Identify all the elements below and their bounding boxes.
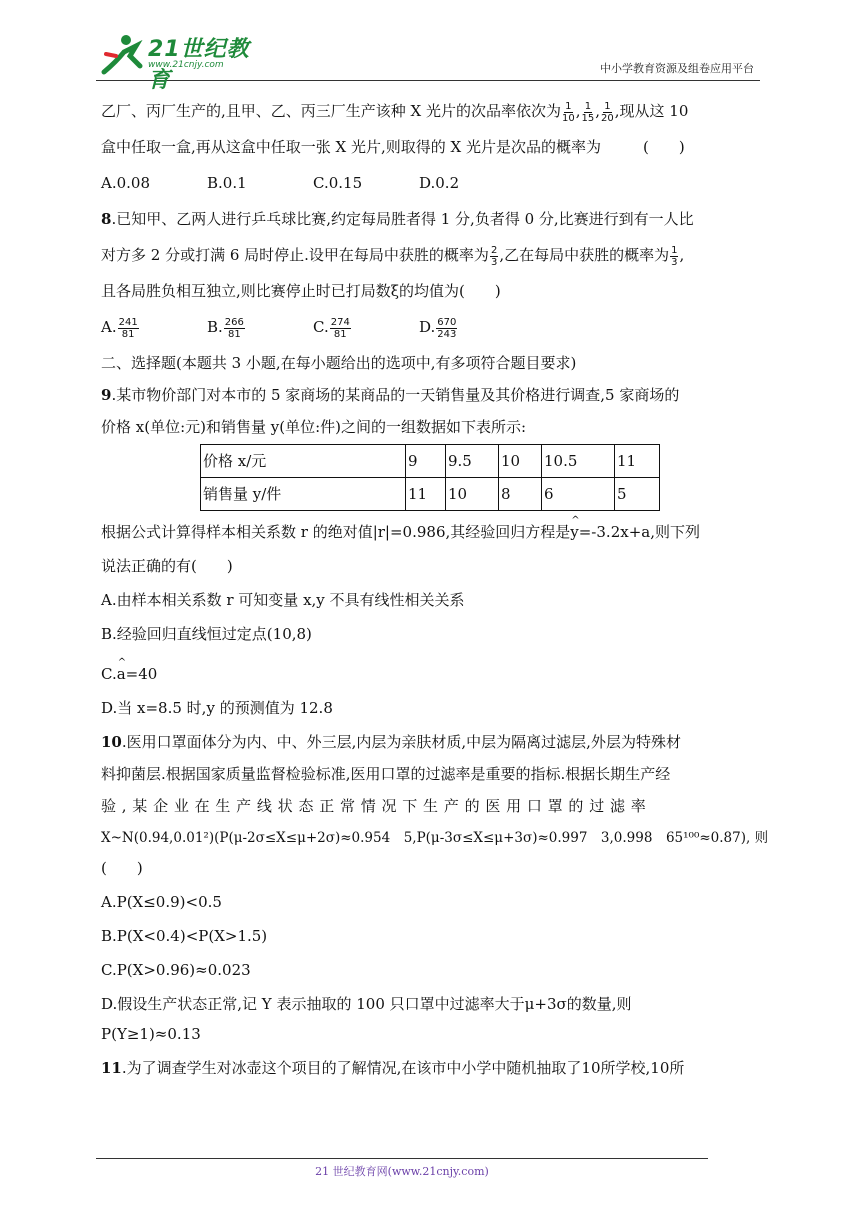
q9-option-a: A.由样本相关系数 r 可知变量 x,y 不具有线性相关关系 [101, 591, 465, 609]
fraction: $\frac{1}{10}$ [562, 100, 575, 124]
q8-option-c: C. $\frac{274}{81}$ [313, 316, 350, 340]
q10-line3: 验 , 某 企 业 在 生 产 线 状 态 正 常 情 况 下 生 产 的 医 用 口 罩 的 过 滤 率 [101, 797, 647, 815]
q10-option-b: B.P(X<0.4)<P(X>1.5) [101, 927, 268, 945]
q8-line3: 且各局胜负相互独立,则比赛停止时已打局数ξ的均值为( ) [101, 282, 501, 300]
q8-option-d: D. $\frac{670}{243}$ [419, 316, 457, 340]
header-tagline: 中小学教育资源及组卷应用平台 [600, 62, 754, 75]
q8-options [101, 316, 765, 342]
q7-options [101, 172, 765, 194]
page-header [96, 28, 760, 93]
q10-line5: ( ) [101, 859, 143, 877]
logo-url: www.21cnjy.com [148, 60, 224, 70]
q8-option-b: B. $\frac{266}{81}$ [207, 316, 244, 340]
section-heading: 二、选择题(本题共 3 小题,在每小题给出的选项中,有多项符合题目要求) [101, 354, 577, 372]
exam-content [101, 100, 769, 1079]
q7-option-c: C.0.15 [313, 174, 363, 192]
q8-line2: 对方多 2 分或打满 6 局时停止.设甲在每局中获胜的概率为 $\frac{2}{3}$ ,乙在每局中获胜的概率为 $\frac{1}{3}$ , [101, 244, 685, 268]
logo-text: 21世纪教育 [148, 37, 250, 93]
q11-line1: 11.为了调查学生对冰壶这个项目的了解情况,在该市中小学中随机抽取了10所学校,10所 [101, 1059, 685, 1077]
q9-line2: 价格 x(单位:元)和销售量 y(单位:件)之间的一组数据如下表所示: [101, 418, 527, 436]
q9-line4: 说法正确的有( ) [101, 557, 233, 575]
q10-option-a: A.P(X≤0.9)<0.5 [101, 893, 222, 911]
q9-line1: 9.某市物价部门对本市的 5 家商场的某商品的一天销售量及其价格进行调查,5 家商场的 [101, 386, 680, 404]
q8-option-a: A. $\frac{241}{81}$ [101, 316, 138, 340]
page-footer: 21 世纪教育网(www.21cnjy.com) [96, 1158, 708, 1179]
fraction: $\frac{2}{3}$ [490, 244, 498, 268]
logo [96, 32, 266, 93]
q9-line3: 根据公式计算得样本相关系数 r 的绝对值|r|=0.986,其经验回归方程是^ y=-3.2x+a,则下列 [101, 521, 765, 543]
table-row: 销售量 y/件 11 10 8 6 5 [201, 478, 660, 511]
q9-option-c: C.^ a=40 [101, 663, 765, 685]
q7-option-a: A.0.08 [101, 174, 150, 192]
q7-line1: 乙厂、丙厂生产的,且甲、乙、丙三厂生产该种 X 光片的次品率依次为 $\frac{1}{10}$ , $\frac{1}{15}$ , $\frac{1}{20}$ ,现从这 10 [101, 100, 689, 124]
q10-line1: 10.医用口罩面体分为内、中、外三层,内层为亲肤材质,中层为隔离过滤层,外层为特殊材 [101, 733, 681, 751]
fraction: $\frac{1}{20}$ [601, 100, 614, 124]
fraction: $\frac{1}{15}$ [581, 100, 595, 124]
q10-option-d-line1: D.假设生产状态正常,记 Y 表示抽取的 100 只口罩中过滤率大于μ+3σ的数量,则 [101, 995, 632, 1013]
q9-data-table [200, 444, 660, 511]
q7-line2: 盒中任取一盒,再从这盒中任取一张 X 光片,则取得的 X 光片是次品的概率为 ( ) [101, 138, 685, 156]
table-row: 价格 x/元 9 9.5 10 10.5 11 [201, 445, 660, 478]
fraction: $\frac{1}{3}$ [671, 244, 678, 268]
q10-option-c: C.P(X>0.96)≈0.023 [101, 961, 251, 979]
q10-line4: X~N(0.94,0.01²)(P(μ-2σ≤X≤μ+2σ)≈0.954 5,P(μ-3σ≤X≤μ+3σ)≈0.997 3,0.998 65¹⁰⁰≈0.87), 则 [101, 830, 769, 846]
q7-option-b: B.0.1 [207, 174, 247, 192]
q9-option-b: B.经验回归直线恒过定点(10,8) [101, 625, 312, 643]
q8-line1: 8.已知甲、乙两人进行乒乓球比赛,约定每局胜者得 1 分,负者得 0 分,比赛进行到有一人比 [101, 210, 694, 228]
q10-option-d-line2: P(Y≥1)≈0.13 [101, 1025, 201, 1043]
q9-option-d: D.当 x=8.5 时,y 的预测值为 12.8 [101, 699, 333, 717]
runner-logo-icon [96, 32, 146, 76]
q10-line2: 料抑菌层.根据国家质量监督检验标准,医用口罩的过滤率是重要的指标.根据长期生产经 [101, 765, 671, 783]
q7-option-d: D.0.2 [419, 174, 460, 192]
